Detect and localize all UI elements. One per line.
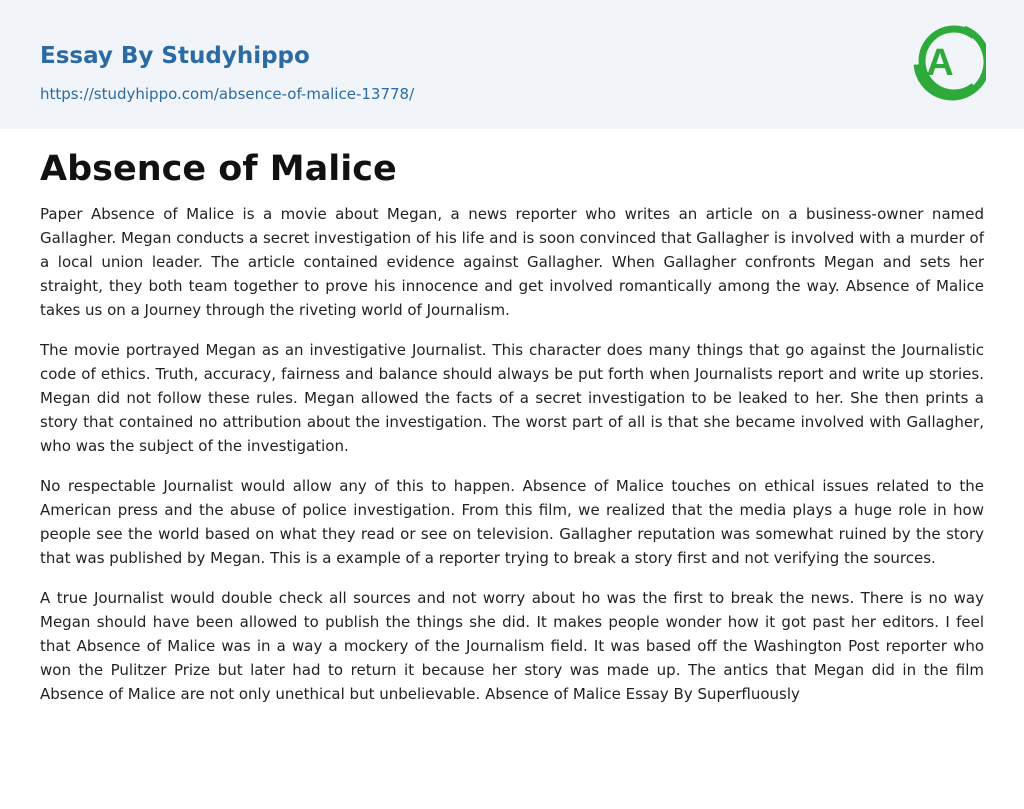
article-title: Absence of Malice xyxy=(40,149,397,189)
paragraph-1: Paper Absence of Malice is a movie about Megan, a news reporter who writes an article on a business-owner named Gallagher. Megan conducts a secret investigation of his life and is soon convinced that Gallagher is involved with a murder of a local union leader. The article contained evidence against Gallagher. When Gallagher confronts Megan and sets her straight, they both team together to prove his innocence and get involved romantically among the way. Absence of Malice takes us on a Journey through the riveting world of Journalism. xyxy=(40,205,984,319)
paragraph-3: No respectable Journalist would allow any of this to happen. Absence of Malice touches on ethical issues related to the American press and the abuse of police investigation. From this film, we realized that the media plays a huge role in how people see the world based on what they read or see on television. Gallagher reputation was somewhat ruined by the story that was published by Megan. This is a example of a reporter trying to break a story first and not verifying the sources. xyxy=(40,477,984,567)
source-url-link[interactable]: https://studyhippo.com/absence-of-malice-13778/ xyxy=(40,85,415,103)
brand-title: Essay By Studyhippo xyxy=(40,43,310,69)
studyhippo-logo-icon xyxy=(910,18,986,104)
article xyxy=(0,147,1024,706)
site-header xyxy=(0,0,1024,129)
paragraph-2: The movie portrayed Megan as an investigative Journalist. This character does many things that go against the Journalistic code of ethics. Truth, accuracy, fairness and balance should always be put forth when Journalists report and write up stories. Megan did not follow these rules. Megan allowed the facts of a secret investigation to be leaked to her. She then prints a story that contained no attribution about the investigation. The worst part of all is that she became involved with Gallagher, who was the subject of the investigation. xyxy=(40,341,984,455)
logo-letter: A xyxy=(926,42,954,84)
paragraph-4: A true Journalist would double check all sources and not worry about ho was the first to break the news. There is no way Megan should have been allowed to publish the things she did. It makes people wonder how it got past her editors. I feel that Absence of Malice was in a way a mockery of the Journalism field. It was based off the Washington Post reporter who won the Pulitzer Prize but later had to return it because her story was made up. The antics that Megan did in the film Absence of Malice are not only unethical but unbelievable. Absence of Malice Essay By Superfluously xyxy=(40,589,984,703)
